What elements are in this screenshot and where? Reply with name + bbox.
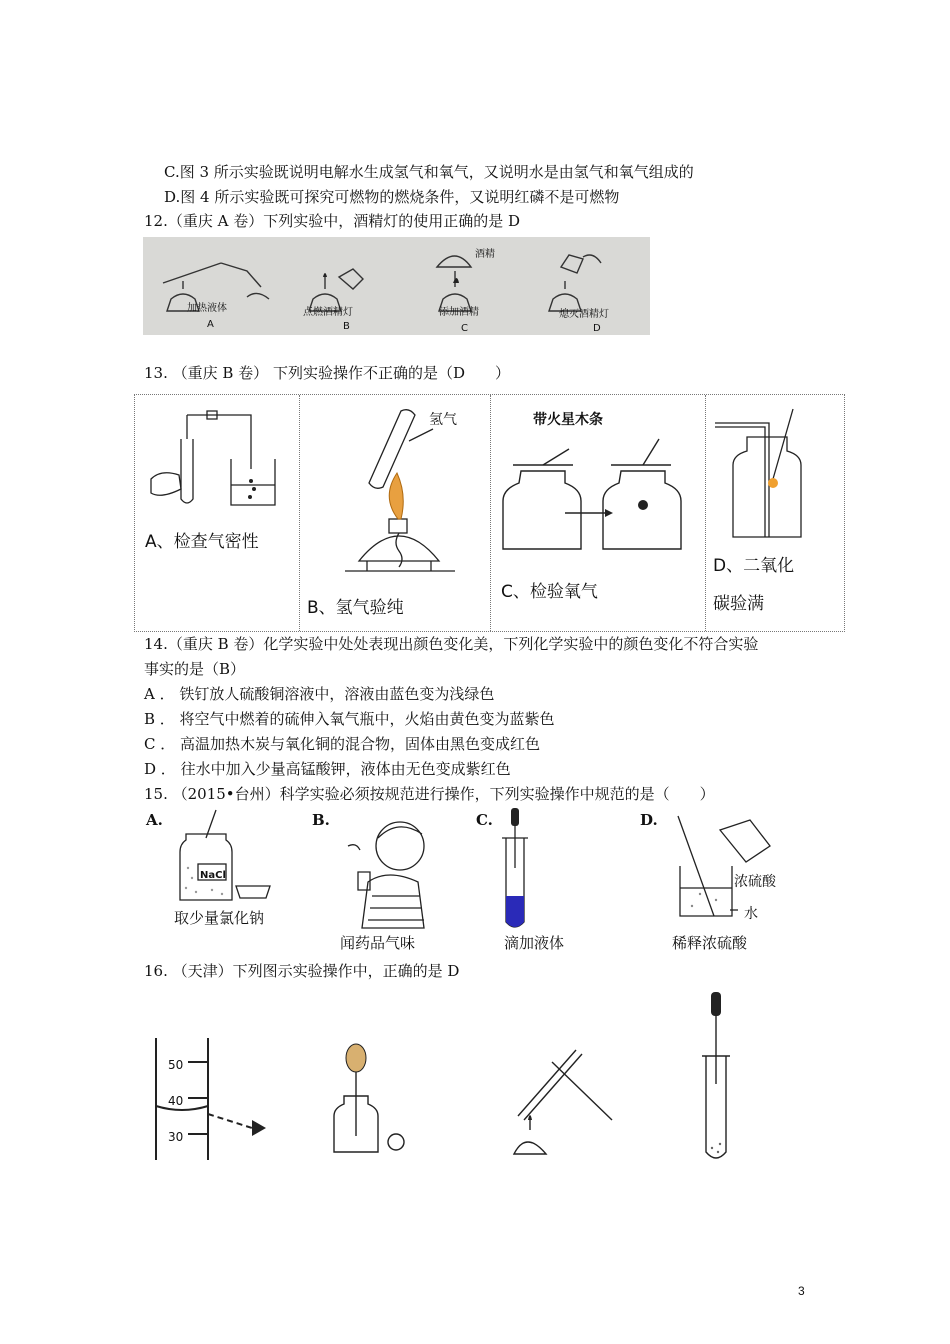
q15-letter-b: B. bbox=[312, 811, 330, 829]
q12-label-a: 加热液体 bbox=[187, 303, 227, 314]
q13-label-d-line1: D、二氧化 bbox=[713, 556, 795, 576]
q12-alcohol-tag: 酒精 bbox=[475, 249, 495, 260]
q12-stem: 12.（重庆 A 卷）下列实验中，酒精灯的使用正确的是 D bbox=[144, 212, 521, 230]
q15-letter-a: A. bbox=[146, 811, 163, 829]
q14-option-a: A ． 铁钉放人硫酸铜溶液中，溶液由蓝色变为浅绿色 bbox=[144, 685, 495, 703]
q12-label-d: 熄灭酒精灯 bbox=[559, 309, 609, 320]
q15-letter-d: D. bbox=[640, 811, 658, 829]
q16-tick-40: 40 bbox=[168, 1094, 184, 1108]
q13-figure-d bbox=[711, 401, 841, 541]
q14-stem-1: 14.（重庆 B 卷）化学实验中处处表现出颜色变化美，下列化学实验中的颜色变化不符合实验 bbox=[144, 635, 759, 653]
q15-letter-c: C. bbox=[476, 811, 493, 829]
q15-figure-a bbox=[172, 808, 282, 904]
q13-splint-tag: 带火星木条 bbox=[533, 412, 603, 428]
q15-caption-d: 稀释浓硫酸 bbox=[672, 934, 748, 952]
q14-option-c: C ． 高温加热木炭与氧化铜的混合物，固体由黑色变成红色 bbox=[144, 735, 541, 753]
q12-letter-d: D bbox=[593, 323, 601, 334]
q15-figure-d bbox=[664, 812, 784, 922]
q13-hydrogen-tag: 氢气 bbox=[429, 412, 457, 428]
q15-figure-b bbox=[338, 812, 448, 930]
q14-stem-2: 事实的是（B） bbox=[144, 660, 246, 678]
q13-stem: 13. （重庆 B 卷） 下列实验操作不正确的是（D ） bbox=[144, 364, 510, 382]
q13-label-d-line2: 碳验满 bbox=[713, 594, 764, 614]
q16-tick-50: 50 bbox=[168, 1058, 184, 1072]
q12-photo bbox=[143, 237, 650, 335]
q15-stem: 15. （2015•台州）科学实验必须按规范进行操作，下列实验操作中规范的是（ ） bbox=[144, 785, 715, 803]
q12-label-c: 添加酒精 bbox=[439, 307, 479, 318]
q15-water-tag: 水 bbox=[744, 906, 758, 922]
q13-label-c: C、检验氧气 bbox=[501, 582, 598, 602]
q15-nacl-label: NaCl bbox=[200, 870, 226, 881]
q14-option-b: B ． 将空气中燃着的硫伸入氧气瓶中，火焰由黄色变为蓝紫色 bbox=[144, 710, 555, 728]
q16-stem: 16. （天津）下列图示实验操作中，正确的是 D bbox=[144, 962, 460, 980]
q16-figure-d bbox=[696, 992, 736, 1166]
q13-divider bbox=[490, 395, 491, 631]
q15-acid-tag: 浓硫酸 bbox=[734, 874, 776, 890]
q13-figure-c bbox=[499, 425, 703, 555]
q13-figure-a bbox=[141, 409, 291, 509]
q15-figure-c bbox=[492, 808, 538, 932]
q13-label-a: A、检查气密性 bbox=[145, 532, 259, 552]
q15-caption-c: 滴加液体 bbox=[504, 934, 565, 952]
q16-tick-30: 30 bbox=[168, 1130, 184, 1144]
q12-letter-b: B bbox=[343, 321, 350, 332]
q15-caption-a: 取少量氯化钠 bbox=[174, 909, 265, 927]
q11-option-d: D.图 4 所示实验既可探究可燃物的燃烧条件，又说明红磷不是可燃物 bbox=[164, 188, 620, 206]
q13-table bbox=[134, 394, 845, 632]
q12-letter-a: A bbox=[207, 319, 214, 330]
q16-figure-b bbox=[328, 1040, 414, 1158]
q14-option-d: D ． 往水中加入少量高锰酸钾，液体由无色变成紫红色 bbox=[144, 760, 511, 778]
q13-divider bbox=[299, 395, 300, 631]
q12-letter-c: C bbox=[461, 323, 468, 334]
q13-figure-b bbox=[309, 401, 489, 581]
q13-divider bbox=[705, 395, 706, 631]
q15-caption-b: 闻药品气味 bbox=[340, 934, 416, 952]
q11-option-c: C.图 3 所示实验既说明电解水生成氢气和氧气，又说明水是由氢气和氧气组成的 bbox=[164, 163, 694, 181]
q16-figure-c bbox=[502, 1036, 622, 1160]
q12-label-b: 点燃酒精灯 bbox=[303, 307, 353, 318]
page-number: 3 bbox=[798, 1284, 805, 1298]
q13-label-b: B、氢气验纯 bbox=[307, 598, 404, 618]
